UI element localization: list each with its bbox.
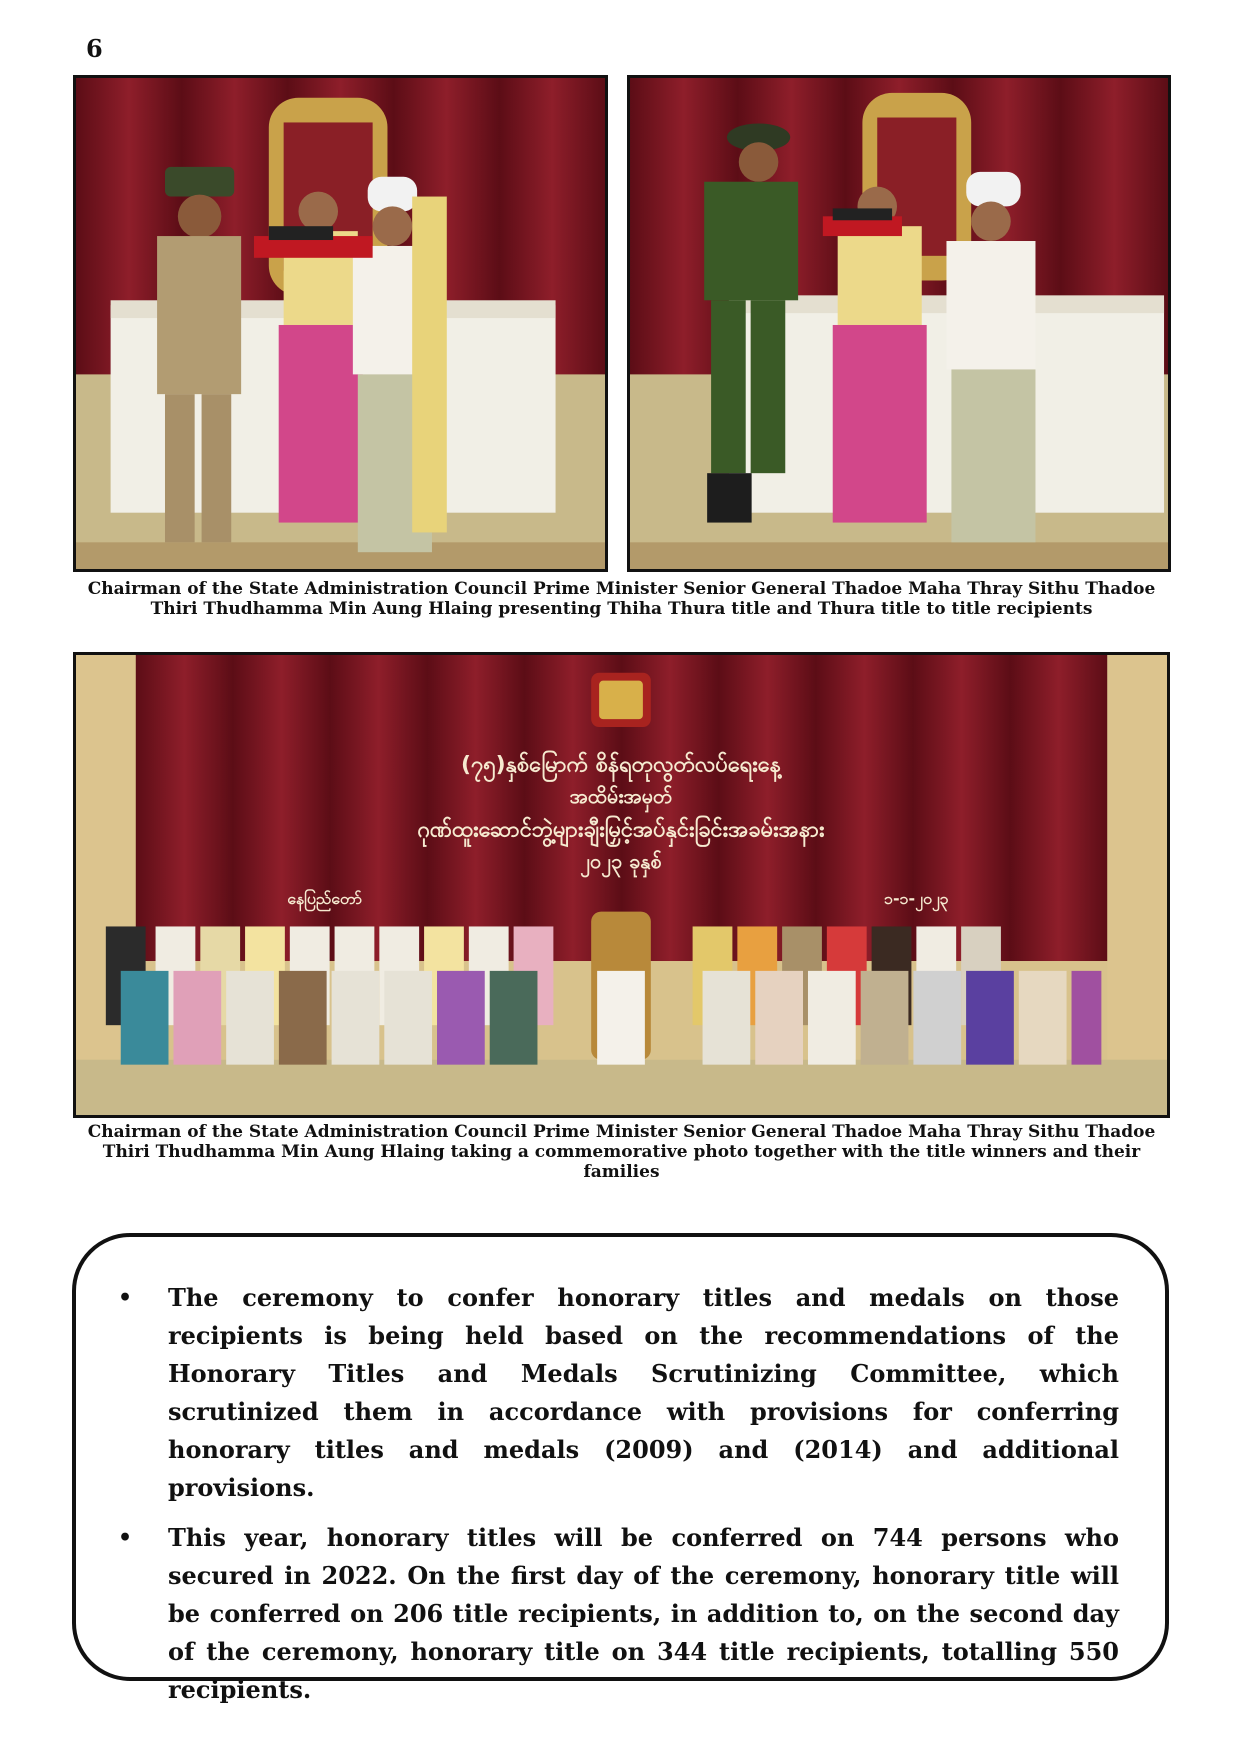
info-bullet-list	[104, 1279, 1119, 1721]
photo-scene	[630, 78, 1168, 569]
bullet-glyph: •	[118, 1285, 133, 1311]
banner-date: ၁-၁-၂၀၂၃	[884, 888, 949, 908]
bullet-text: This year, honorary titles will be conferred on 744 persons who secured in 2022. On the first day of the ceremony, honorary title will be conferred on 206 title recipients, in addition to, on the second day of the ceremony, honorary title on 344 title recipients, totalling 550 recipients.	[168, 1523, 1119, 1704]
seated-row	[121, 971, 1102, 1065]
info-bullet-item	[104, 1279, 1119, 1507]
bullet-glyph: •	[118, 1525, 133, 1551]
banner-place: နေပြည်တော်	[287, 888, 362, 908]
photo-scene	[76, 655, 1167, 1115]
banner-line-1: (၇၅)နှစ်မြောက် စိန်ရတုလွတ်လပ်ရေးနေ့	[461, 752, 781, 778]
info-bullet-item	[104, 1519, 1119, 1709]
photo-title-presentation-soldier	[627, 75, 1171, 572]
page-number: 6	[86, 34, 103, 63]
banner-line-2: အထိမ်းအမှတ်	[569, 785, 673, 809]
photo-group-commemorative	[73, 652, 1170, 1118]
banner-line-4: ၂၀၂၃ ခုနှစ်	[580, 850, 662, 874]
banner-line-3: ဂုဏ်ထူးဆောင်ဘွဲ့များချီးမြှင့်အပ်နှင်းခြင်းအခမ်းအနား	[417, 817, 825, 843]
photo-caption-middle: Chairman of the State Administration Council Prime Minister Senior General Thadoe Maha Thray Sithu Thadoe Thiri Thudhamma Min Aung Hlaing taking a commemorative photo together with the title winners and their families	[87, 1122, 1156, 1182]
bullet-text: The ceremony to confer honorary titles and medals on those recipients is being held based on the recommendations of the Honorary Titles and Medals Scrutinizing Committee, which scrutinized them in accordance with provisions for conferring honorary titles and medals (2009) and (2014) and additional provisions.	[168, 1283, 1119, 1502]
photo-caption-top: Chairman of the State Administration Council Prime Minister Senior General Thadoe Maha Thray Sithu Thadoe Thiri Thudhamma Min Aung Hlaing presenting Thiha Thura title and Thura title to title recipients	[87, 579, 1156, 619]
photo-title-presentation-officer	[73, 75, 608, 572]
info-box	[72, 1233, 1169, 1704]
photo-scene	[76, 78, 605, 569]
